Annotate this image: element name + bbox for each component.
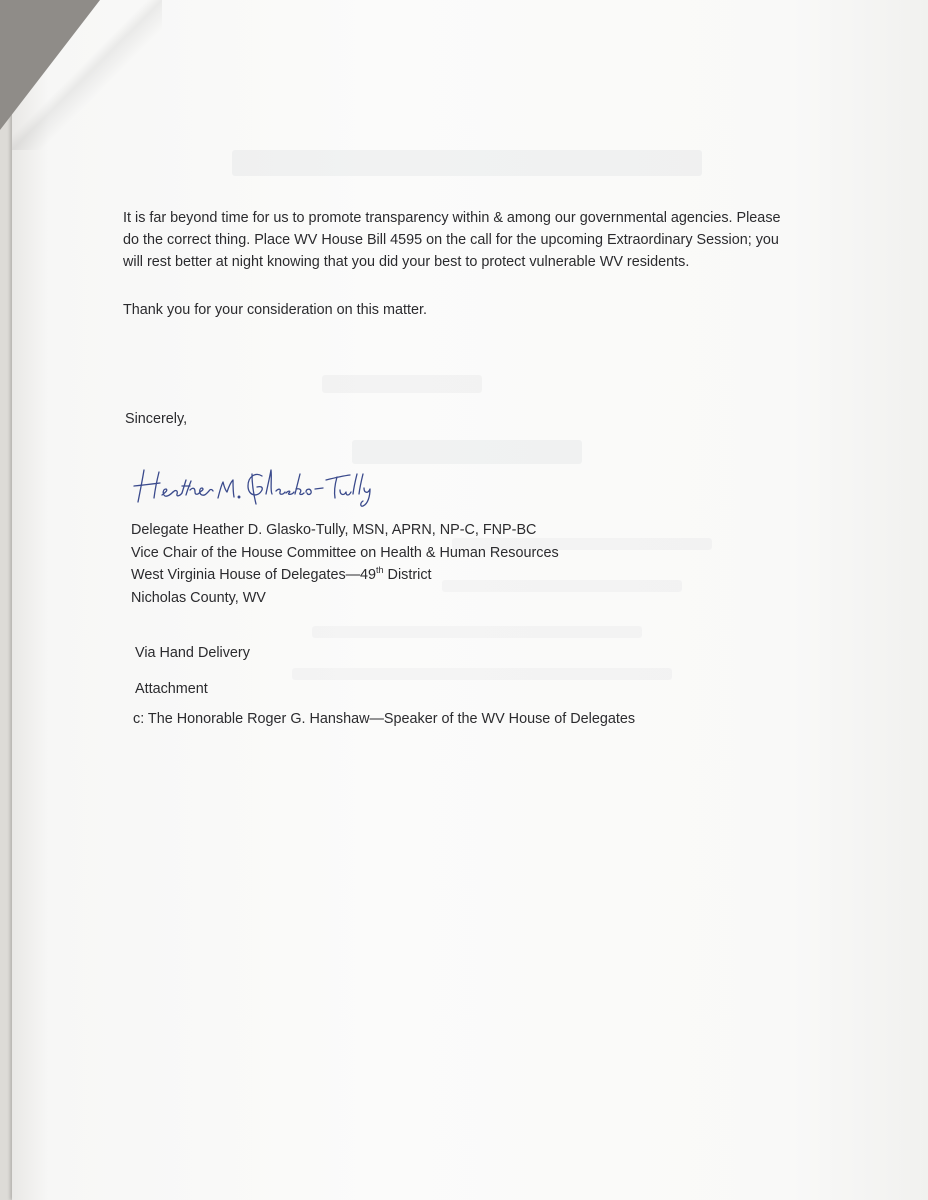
show-through-shadow — [232, 150, 702, 176]
attachment-note: Attachment — [135, 681, 208, 697]
signatory-county: Nicholas County, WV — [131, 589, 266, 606]
body-line: will rest better at night knowing that you did your best to protect vulnerable WV residents. — [123, 254, 690, 270]
body-paragraph-1 — [123, 207, 833, 273]
letter-page — [12, 0, 928, 1200]
delivery-method: Via Hand Delivery — [135, 645, 250, 661]
show-through-shadow — [312, 626, 642, 638]
carbon-copy-line: c: The Honorable Roger G. Hanshaw—Speaker of the WV House of Delegates — [133, 711, 636, 727]
handwritten-signature — [130, 462, 375, 510]
show-through-shadow — [322, 375, 482, 393]
signatory-title: Vice Chair of the House Committee on Health & Human Resources — [131, 544, 559, 561]
folded-page-corner — [0, 0, 100, 130]
complimentary-closing: Sincerely, — [125, 411, 188, 427]
show-through-shadow — [352, 440, 582, 464]
show-through-shadow — [292, 668, 672, 680]
signatory-name: Delegate Heather D. Glasko-Tully, MSN, APRN, NP-C, FNP-BC — [131, 522, 537, 538]
body-paragraph-2: Thank you for your consideration on this matter. — [123, 302, 427, 318]
signatory-district: West Virginia House of Delegates—49th District — [131, 565, 432, 583]
body-line: do the correct thing. Place WV House Bill 4595 on the call for the upcoming Extraordinary Session; you — [123, 232, 779, 248]
body-line: It is far beyond time for us to promote transparency within & among our governmental agencies. Please — [123, 210, 781, 226]
signatory-block — [131, 519, 559, 609]
